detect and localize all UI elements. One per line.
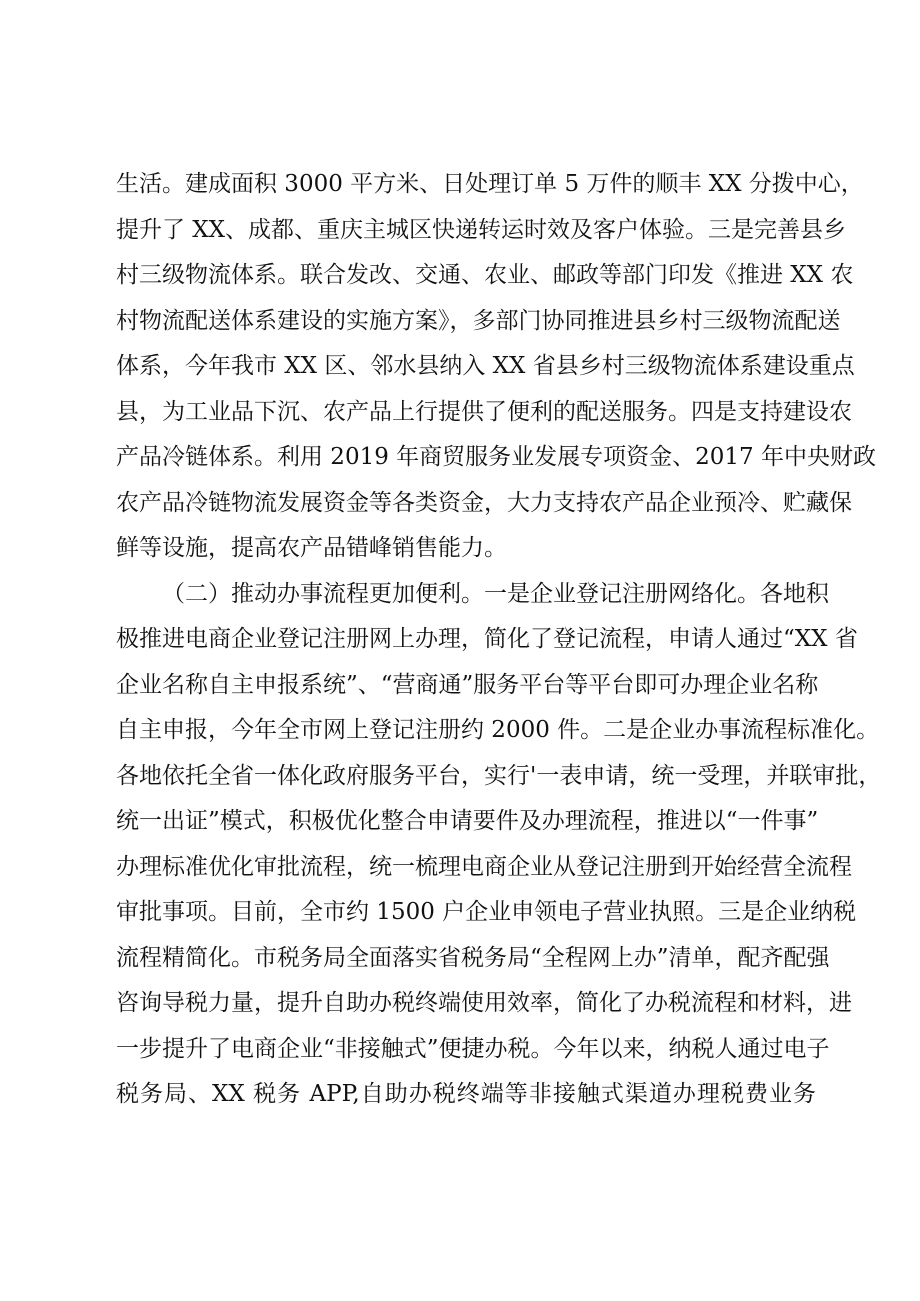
text-line: 村物流配送体系建设的实施方案》，多部门协同推进县乡村三级物流配送 — [116, 307, 841, 334]
text-line: 体系，今年我市 XX 区、邻水县纳入 XX 省县乡村三级物流体系建设重点 — [116, 353, 855, 379]
section-heading-line: （二）推动办事流程更加便利。一是企业登记注册网络化。各地积 — [162, 580, 829, 607]
text-line: 统一出证”模式，积极优化整合申请要件及办理流程，推进以“一件事” — [116, 808, 819, 834]
body-text — [116, 162, 882, 1118]
text-line: 审批事项。目前，全市约 1500 户企业申领电子营业执照。三是企业纳税 — [116, 899, 857, 925]
text-line: 鲜等设施，提高农产品错峰销售能力。 — [116, 535, 507, 561]
text-line: 一步提升了电商企业“非接触式”便捷办税。今年以来，纳税人通过电子 — [116, 1035, 830, 1062]
text-line: 农产品冷链物流发展资金等各类资金，大力支持农产品企业预冷、贮藏保 — [116, 489, 852, 516]
text-line: 村三级物流体系。联合发改、交通、农业、邮政等部门印发《推进 XX 农 — [116, 262, 854, 288]
text-line: 自主申报，今年全市网上登记注册约 2000 件。二是企业办事流程标准化。 — [116, 717, 880, 743]
text-line: 咨询导税力量，提升自助办税终端使用效率，简化了办税流程和材料，进 — [116, 990, 852, 1016]
text-line: 各地依托全省一体化政府服务平台，实行'一表申请，统一受理，并联审批， — [116, 762, 882, 789]
text-line: 产品冷链体系。利用 2019 年商贸服务业发展专项资金、2017 年中央财政 — [116, 444, 876, 470]
text-line: 县，为工业品下沉、农产品上行提供了便利的配送服务。四是支持建设农 — [116, 398, 852, 425]
text-line: 企业名称自主申报系统”、“营商通”服务平台等平台即可办理企业名称 — [116, 671, 819, 698]
text-line: 提升了 XX、成都、重庆主城区快递转运时效及客户体验。三是完善县乡 — [116, 216, 847, 243]
text-line: 办理标准优化审批流程，统一梳理电商企业从登记注册到开始经营全流程 — [116, 853, 852, 880]
text-line: 税务局、XX 税务 APP,自助办税终端等非接触式渠道办理税费业务 — [116, 1081, 816, 1107]
text-line: 流程精简化。市税务局全面落实省税务局“全程网上办”清单，配齐配强 — [116, 944, 830, 971]
text-line: 极推进电商企业登记注册网上办理，简化了登记流程，申请人通过“XX 省 — [116, 626, 858, 652]
text-line: 生活。建成面积 3000 平方米、日处理订单 5 万件的顺丰 XX 分拨中心， — [116, 171, 864, 197]
